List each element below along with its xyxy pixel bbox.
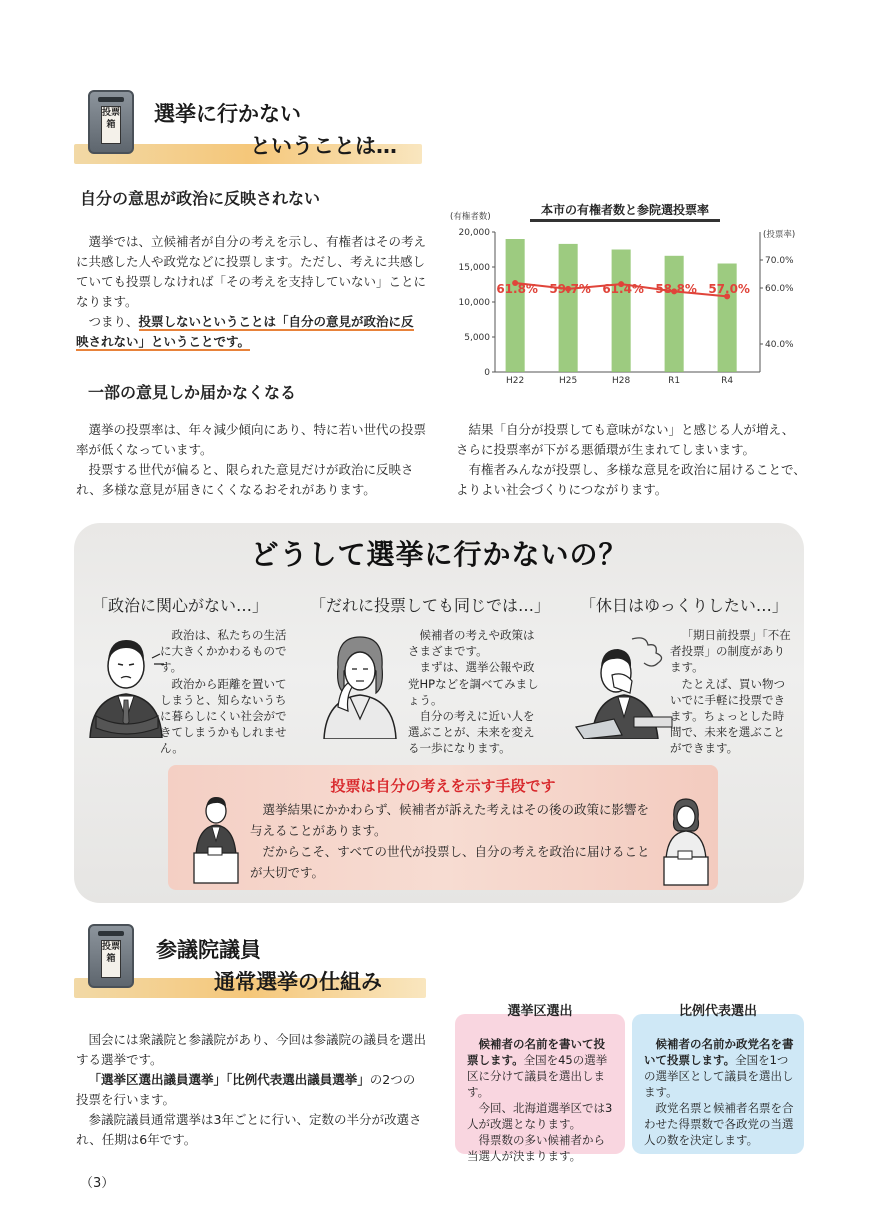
question-rest-day: 「休日はゆっくりしたい…」 [580, 596, 788, 615]
subhead-not-reflected [80, 186, 320, 209]
ballot-box-label: 投票箱 [101, 106, 121, 144]
chart-bar [718, 264, 737, 373]
chart-y2-tick-label: 40.0% [765, 340, 794, 350]
ballot-slot [98, 931, 124, 936]
para-reflect-2 [76, 312, 426, 352]
turnout-chart [440, 200, 810, 395]
section1-title-line1: 選挙に行かない [154, 102, 301, 126]
subhead-text: 一部の意見しか届かなくなる [88, 383, 297, 402]
voting-means-title: 投票は自分の考えを示す手段です [330, 777, 556, 795]
district-election-p3: 得票数の多い候補者から当選人が決まります。 [467, 1133, 605, 1163]
question-same-anyway: 「だれに投票しても同じでは…」 [310, 596, 551, 615]
voting-means-box [168, 765, 718, 890]
section1-banner [74, 84, 434, 174]
district-election-emphasis: 候補者の名前を書いて投票します。 [467, 1037, 605, 1067]
district-election-box [455, 1004, 625, 1163]
answer-rest-day-1: 「期日前投票」「不在者投票」の制度があります。 [670, 628, 791, 675]
chart-y-tick-label: 5,000 [464, 333, 490, 343]
answer-same-anyway [408, 627, 540, 757]
chart-rate-label: 58.8% [655, 282, 697, 296]
chart-title-underline [530, 219, 720, 222]
section1-title-line2: ということは… [250, 134, 397, 158]
section2-title-line2: 通常選挙の仕組み [214, 970, 382, 994]
chart-rate-label: 61.4% [602, 282, 644, 296]
answer-same-anyway-3: 自分の考えに近い人を選ぶことが、未来を変える一歩になります。 [408, 709, 535, 756]
answer-no-interest-1: 政治は、私たちの生活に大きくかかわるものです。 [160, 628, 287, 675]
para-reflect [76, 232, 426, 352]
proportional-election-p1-rest: 全国を1つの選挙区として議員を選出します。 [644, 1053, 794, 1099]
chart-y-tick-label: 10,000 [458, 298, 490, 308]
para-upper-house-3: 参議院議員通常選挙は3年ごとに行い、定数の半分が改選され、任期は6年です。 [76, 1112, 422, 1147]
district-election-p1-rest: 全国を45の選挙区に分けて議員を選出します。 [467, 1053, 608, 1099]
voting-means-text-1: 選挙結果にかかわらず、候補者が訴えた考えはその後の政策に影響を与えることがあります。 [250, 802, 650, 838]
tired-man-laptop-illustration [574, 635, 674, 739]
chart-rate-label: 59.7% [549, 282, 591, 296]
ballot-box-icon [88, 924, 134, 988]
why-title: どうして選挙に行かないの？ [250, 538, 628, 571]
answer-no-interest [160, 627, 294, 757]
chart-x-tick-label: H22 [506, 376, 525, 386]
chart-x-tick-label: R1 [668, 376, 681, 386]
voting-means-text-2: だからこそ、すべての世代が投票し、自分の考えを政治に届けることが大切です。 [250, 844, 650, 880]
para-vicious-2: 有権者みんなが投票し、多様な意見を政治に届けることで、よりよい社会づくりにつながります。 [456, 462, 806, 497]
district-election-title: 選挙区選出 [507, 1004, 573, 1019]
chart-y-tick-label: 20,000 [458, 228, 490, 238]
para-only-some-2: 投票する世代が偏ると、限られた意見だけが政治に反映され、多様な意見が届きにくくなるおそれがあります。 [76, 462, 414, 497]
chart-y2-tick-label: 60.0% [765, 284, 794, 294]
question-no-interest: 「政治に関心がない…」 [92, 596, 269, 615]
proportional-election-p1 [644, 1036, 794, 1100]
proportional-election-title: 比例代表選出 [678, 1004, 757, 1019]
man-arms-crossed-illustration [82, 628, 170, 738]
ballot-box-label: 投票箱 [101, 940, 121, 978]
district-election-p1 [467, 1036, 615, 1100]
subhead-only-some [88, 380, 296, 403]
para-vicious-1: 結果「自分が投票しても意味がない」と感じる人が増え、さらに投票率が下がる悪循環が生まれてしまいます。 [456, 422, 795, 457]
man-voting-illustration [186, 795, 246, 885]
voting-means-text [250, 799, 650, 883]
chart-rate-label: 61.8% [496, 282, 538, 296]
chart-bar [506, 239, 525, 372]
para-reflect-1: 選挙では、立候補者が自分の考えを示し、有権者はその考えに共感した人や政党などに投票します。ただし、考えに共感していても投票しなければ「その考えを支持していない」ことになります。 [76, 234, 427, 309]
section2-banner [74, 918, 434, 1008]
para-upper-house [76, 1030, 426, 1150]
answer-rest-day [670, 627, 794, 757]
subhead-text: 自分の意思が政治に反映されない [80, 189, 321, 208]
chart-y2label: (投票率) [763, 230, 796, 240]
woman-voting-illustration [658, 797, 714, 887]
chart-bar [665, 256, 684, 372]
answer-same-anyway-2: まずは、選挙公報や政党HPなどを調べてみましょう。 [408, 660, 539, 707]
chart-x-tick-label: H28 [612, 376, 631, 386]
para-upper-house-2 [76, 1070, 426, 1110]
chart-rate-label: 57.0% [708, 282, 750, 296]
answer-rest-day-2: たとえば、買い物ついでに手軽に投票できます。ちょっとした時間で、未来を選ぶことができます。 [670, 676, 785, 756]
para-vicious-cycle [456, 420, 806, 500]
page-number: （3） [80, 1176, 115, 1191]
answer-no-interest-2: 政治から距離を置いてしまうと、知らないうちに暮らしにくい社会ができてしまうかもしれません。 [160, 676, 287, 756]
para-reflect-emphasis: 投票しないということは「自分の意見が政治に反映されない」ということです。 [76, 314, 414, 349]
chart-y-tick-label: 0 [484, 368, 490, 378]
chart-x-tick-label: R4 [721, 376, 734, 386]
proportional-election-emphasis: 候補者の名前か政党名を書いて投票します。 [644, 1037, 794, 1067]
ballot-box-icon [88, 90, 134, 154]
para-upper-house-1: 国会には衆議院と参議院があり、今回は参議院の議員を選出する選挙です。 [76, 1032, 427, 1067]
district-election-p2: 今回、北海道選挙区では3人が改選となります。 [467, 1101, 613, 1131]
para-upper-house-emphasis: 「選挙区選出議員選挙」「比例代表選出議員選挙」 [88, 1072, 370, 1087]
proportional-election-box [632, 1004, 804, 1154]
section2-title-line1: 参議院議員 [156, 938, 261, 962]
para-upper-house-rest: の2つの投票を行います。 [76, 1072, 416, 1107]
para-only-some-1: 選挙の投票率は、年々減少傾向にあり、特に若い世代の投票率が低くなっています。 [76, 422, 427, 457]
chart-y2-tick-label: 70.0% [765, 256, 794, 266]
para-reflect-lead: つまり、 [88, 314, 139, 329]
para-only-some [76, 420, 426, 500]
chart-bar [559, 244, 578, 372]
ballot-slot [98, 97, 124, 102]
chart-bar [612, 250, 631, 373]
answer-same-anyway-1: 候補者の考えや政策はさまざまです。 [408, 628, 535, 659]
chart-x-tick-label: H25 [559, 376, 578, 386]
chart-ylabel: (有権者数) [450, 212, 491, 222]
woman-thinking-illustration [318, 627, 402, 739]
proportional-election-p2: 政党名票と候補者名票を合わせた得票数で各政党の当選人の数を決定します。 [644, 1101, 794, 1147]
chart-y-tick-label: 15,000 [458, 263, 490, 273]
chart-title: 本市の有権者数と参院選投票率 [540, 203, 710, 217]
